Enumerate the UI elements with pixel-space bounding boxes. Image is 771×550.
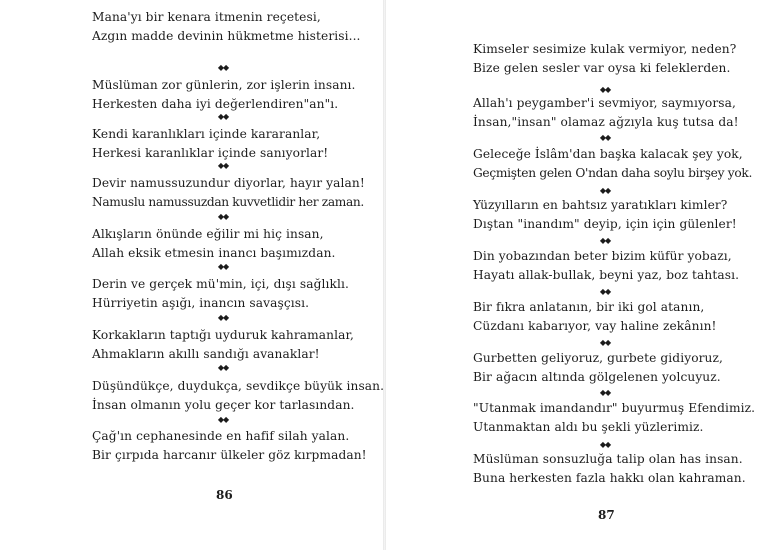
left-page [0, 0, 385, 550]
verse-separator: ◆◆ [217, 313, 229, 322]
verse [473, 94, 739, 132]
verse-line: Ahmakların akıllı sandığı avanaklar! [92, 347, 320, 361]
verse-separator: ◆◆ [599, 287, 611, 296]
verse-line: Bir çırpıda harcanır ülkeler göz kırpmadan! [92, 448, 367, 462]
verse [92, 326, 354, 364]
verse-line: Allah eksik etmesin inancı başımızdan. [92, 246, 336, 260]
verse [473, 349, 723, 387]
verse-separator: ◆◆ [599, 186, 611, 195]
verse [473, 247, 739, 285]
verse-separator: ◆◆ [599, 388, 611, 397]
verse-line: Hürriyetin aşığı, inancın savaşçısı. [92, 296, 310, 310]
verse [473, 145, 752, 183]
verse-line: Bir fıkra anlatanın, bir iki gol atanın, [473, 300, 705, 314]
verse-line: Derin ve gerçek mü'min, içi, dışı sağlıklı. [92, 277, 349, 291]
verse-line: Cüzdanı kabarıyor, vay haline zekânın! [473, 319, 717, 333]
verse-line: Bize gelen sesler var oysa ki feleklerden. [473, 61, 731, 75]
verse-line: Allah'ı peygamber'i sevmiyor, saymıyorsa, [473, 96, 736, 110]
verse-line: Geleceğe İslâm'dan başka kalacak şey yok, [473, 147, 743, 161]
verse-line: Hayatı allak-bullak, beyni yaz, boz tahtası. [473, 268, 740, 282]
verse-line: Buna herkesten fazla hakkı olan kahraman. [473, 471, 746, 485]
verse [473, 399, 755, 437]
verse-line: Alkışların önünde eğilir mi hiç insan, [92, 227, 324, 241]
verse-line: Korkakların taptığı uyduruk kahramanlar, [92, 328, 355, 342]
verse-line: İnsan,"insan" olamaz ağzıyla kuş tutsa da! [473, 115, 739, 129]
page-number: 86 [216, 488, 233, 502]
verse [473, 298, 717, 336]
verse-line: Müslüman zor günlerin, zor işlerin insanı. [92, 78, 356, 92]
verse [92, 76, 356, 114]
verse-line: Herkesi karanlıklar içinde sanıyorlar! [92, 146, 329, 160]
verse [92, 225, 336, 263]
verse-separator: ◆◆ [599, 236, 611, 245]
verse [473, 40, 736, 78]
verse-line: Azgın madde devinin hükmetme histerisi... [92, 29, 361, 43]
verse-separator: ◆◆ [217, 415, 229, 424]
verse-line: Namuslu namussuzdan kuvvetlidir her zaman. [92, 195, 364, 209]
verse-line: Bir ağacın altında gölgelenen yolcuyuz. [473, 370, 721, 384]
verse-separator: ◆◆ [217, 262, 229, 271]
verse [473, 450, 746, 488]
verse-separator: ◆◆ [217, 212, 229, 221]
verse-line: İnsan olmanın yolu geçer kor tarlasından. [92, 398, 355, 412]
verse-separator: ◆◆ [217, 63, 229, 72]
verse-line: Kimseler sesimize kulak vermiyor, neden? [473, 42, 737, 56]
verse [92, 174, 365, 212]
verse [92, 8, 361, 46]
verse-line: "Utanmak imandandır" buyurmuş Efendimiz. [473, 401, 756, 415]
verse-line: Yüzyılların en bahtsız yaratıkları kimler? [473, 198, 728, 212]
verse [92, 427, 367, 465]
verse [92, 125, 328, 163]
right-page [386, 0, 771, 550]
verse-separator: ◆◆ [599, 133, 611, 142]
verse-line: Düşündükçe, duydukça, sevdikçe büyük insan. [92, 379, 385, 393]
verse-separator: ◆◆ [217, 112, 229, 121]
verse-line: Çağ'ın cephanesinde en hafif silah yalan. [92, 429, 350, 443]
verse [473, 196, 737, 234]
page-number: 87 [598, 508, 615, 522]
verse-line: Müslüman sonsuzluğa talip olan has insan. [473, 452, 743, 466]
verse-line: Utanmaktan aldı bu şekli yüzlerimiz. [473, 420, 704, 434]
verse-line: Gurbetten geliyoruz, gurbete gidiyoruz, [473, 351, 724, 365]
verse-separator: ◆◆ [599, 85, 611, 94]
verse-line: Geçmişten gelen O'ndan daha soylu birşey yok. [473, 166, 753, 180]
verse-separator: ◆◆ [217, 363, 229, 372]
verse-separator: ◆◆ [599, 440, 611, 449]
verse-line: Herkesten daha iyi değerlendiren"an"ı. [92, 97, 339, 111]
verse-line: Mana'yı bir kenara itmenin reçetesi, [92, 10, 321, 24]
verse [92, 275, 349, 313]
verse-line: Dıştan "inandım" deyip, için için gülenler! [473, 217, 737, 231]
verse-separator: ◆◆ [599, 338, 611, 347]
verse-line: Devir namussuzundur diyorlar, hayır yalan! [92, 176, 365, 190]
verse-line: Din yobazından beter bizim küfür yobazı, [473, 249, 732, 263]
verse [92, 377, 384, 415]
verse-line: Kendi karanlıkları içinde kararanlar, [92, 127, 321, 141]
verse-separator: ◆◆ [217, 161, 229, 170]
